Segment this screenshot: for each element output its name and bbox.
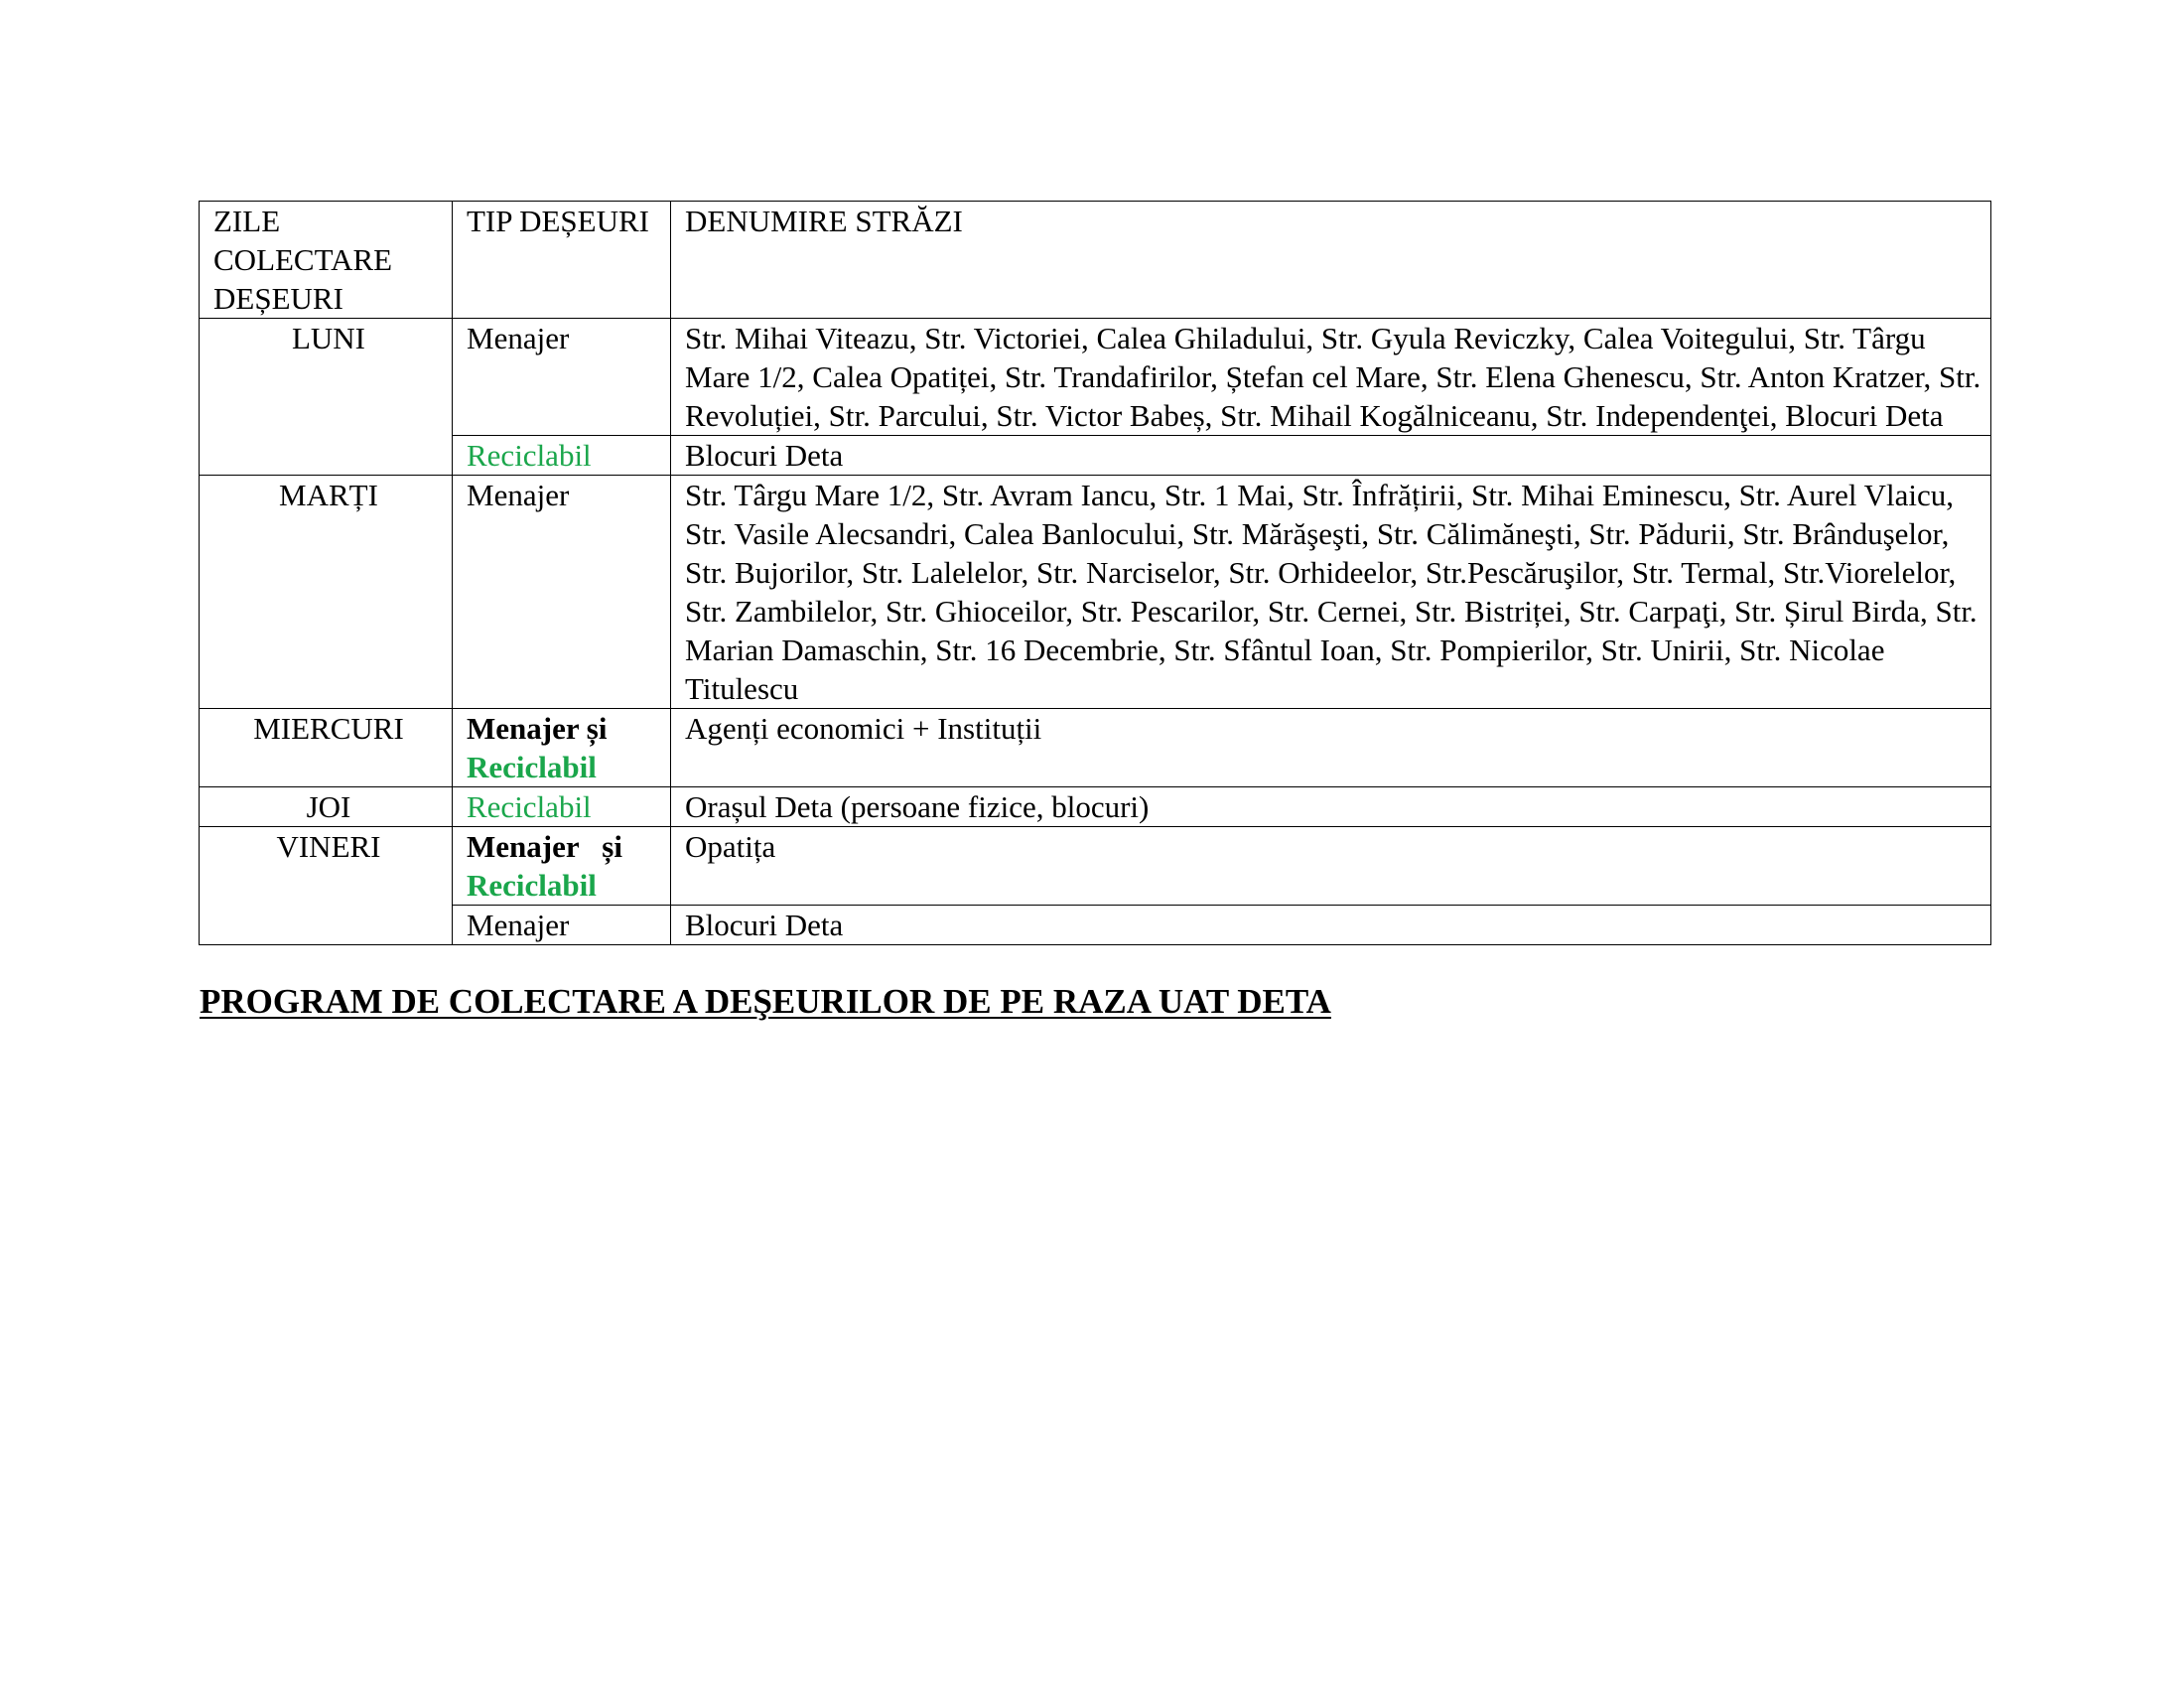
type-label-recyclable: Reciclabil — [467, 750, 597, 784]
streets-cell: Str. Târgu Mare 1/2, Str. Avram Iancu, Str. 1 Mai, Str. Înfrățirii, Str. Mihai Eminescu, Str. Aurel Vlaicu, Str. Vasile Alecsandri, Calea Banlocului, Str. Mărăşeşti, Str. Călimăneşti, Str. Pădurii, Str. Brânduşelor, Str. Bujorilor, Str. Lalelelor, Str. Narciselor, Str. Orhideelor, Str.Pescăruşilor, Str. Termal, Str.Viorelelor, Str. Zambilelor, Str. Ghioceilor, Str. Pescarilor, Str. Cernei, Str. Bistriței, Str. Carpaţi, Str. Șirul Birda, Str. Marian Damaschin, Str. 16 Decembrie, Str. Sfântul Ioan, Str. Pompierilor, Str. Unirii, Str. Nicolae Titulescu — [671, 476, 1991, 709]
streets-cell: Blocuri Deta — [671, 906, 1991, 945]
streets-cell: Orașul Deta (persoane fizice, blocuri) — [671, 787, 1991, 827]
type-cell-recyclable: Reciclabil — [453, 436, 671, 476]
type-label-menajer: Menajer și — [467, 711, 608, 746]
type-label-menajer: Menajer și — [467, 829, 622, 864]
type-cell — [453, 709, 671, 787]
day-cell-friday: VINERI — [200, 827, 453, 945]
type-cell — [453, 827, 671, 906]
type-cell-recyclable: Reciclabil — [453, 787, 671, 827]
table-header-row — [200, 202, 1991, 319]
type-cell: Menajer — [453, 319, 671, 436]
type-cell: Menajer — [453, 906, 671, 945]
streets-cell: Agenți economici + Instituții — [671, 709, 1991, 787]
day-cell-thursday: JOI — [200, 787, 453, 827]
day-cell-monday: LUNI — [200, 319, 453, 476]
streets-cell: Opatița — [671, 827, 1991, 906]
table-row — [200, 787, 1991, 827]
table-row — [200, 436, 1991, 476]
table-row — [200, 476, 1991, 709]
table-row — [200, 827, 1991, 906]
day-cell-tuesday: MARȚI — [200, 476, 453, 709]
streets-cell: Str. Mihai Viteazu, Str. Victoriei, Calea Ghiladului, Str. Gyula Reviczky, Calea Voitegului, Str. Târgu Mare 1/2, Calea Opatiței, Str. Trandafirilor, Ștefan cel Mare, Str. Elena Ghenescu, Str. Anton Kratzer, Str. Revoluției, Str. Parcului, Str. Victor Babeș, Str. Mihail Kogălniceanu, Str. Independenţei, Blocuri Deta — [671, 319, 1991, 436]
table-row — [200, 906, 1991, 945]
table-row — [200, 709, 1991, 787]
streets-cell: Blocuri Deta — [671, 436, 1991, 476]
header-streets: DENUMIRE STRĂZI — [671, 202, 1991, 319]
document-title: PROGRAM DE COLECTARE A DEŞEURILOR DE PE RAZA UAT DETA — [200, 982, 1331, 1021]
day-cell-wednesday: MIERCURI — [200, 709, 453, 787]
collection-schedule-table — [199, 201, 1991, 945]
header-day: ZILE COLECTARE DEȘEURI — [200, 202, 453, 319]
header-type: TIP DEȘEURI — [453, 202, 671, 319]
type-label-recyclable: Reciclabil — [467, 868, 597, 903]
table-row — [200, 319, 1991, 436]
type-cell: Menajer — [453, 476, 671, 709]
